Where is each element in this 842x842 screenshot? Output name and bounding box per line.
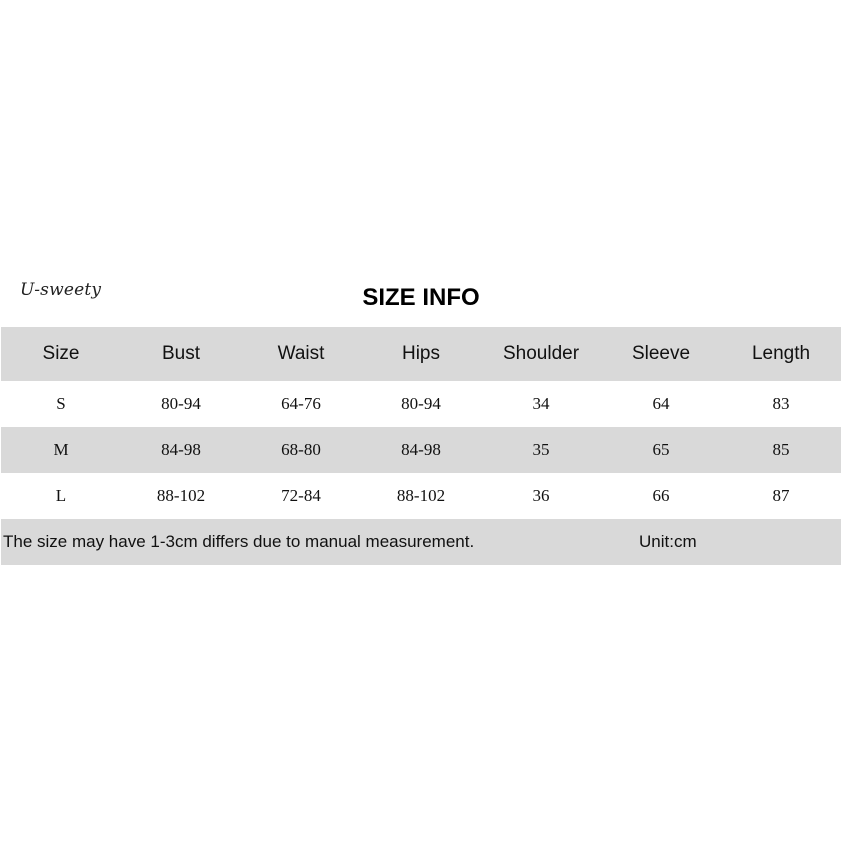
unit-label: Unit:cm	[639, 532, 697, 551]
table-cell: 83	[772, 394, 790, 413]
brand-logo: U-sweety	[20, 280, 102, 300]
column-header-sleeve: Sleeve	[631, 343, 691, 364]
table-cell: M	[53, 440, 69, 459]
column-header-length: Length	[751, 343, 811, 364]
table-cell: 80-94	[161, 394, 201, 413]
table-row	[1, 473, 841, 519]
table-cell: 64-76	[281, 394, 321, 413]
column-header-bust: Bust	[161, 343, 201, 364]
table-cell: 80-94	[401, 394, 441, 413]
table-cell: 34	[532, 394, 550, 413]
table-cell: 68-80	[281, 440, 321, 459]
table-cell: 85	[772, 440, 790, 459]
table-cell: 72-84	[281, 486, 321, 505]
table-cell: 88-102	[156, 486, 206, 505]
table-cell: L	[55, 486, 67, 505]
table-footer-row	[1, 519, 841, 565]
page-title: SIZE INFO	[362, 284, 480, 311]
column-header-shoulder: Shoulder	[502, 343, 580, 364]
table-cell: 84-98	[161, 440, 201, 459]
table-cell: 66	[652, 486, 670, 505]
table-cell: 36	[532, 486, 550, 505]
table-header-row	[1, 327, 841, 381]
table-row	[1, 381, 841, 427]
table-row	[1, 427, 841, 473]
table-cell: 65	[652, 440, 670, 459]
column-header-waist: Waist	[277, 343, 325, 364]
table-cell: 88-102	[396, 486, 446, 505]
column-header-size: Size	[42, 343, 80, 364]
measurement-note: The size may have 1-3cm differs due to manual measurement.	[3, 532, 475, 551]
table-cell: 84-98	[401, 440, 441, 459]
table-cell: 64	[652, 394, 670, 413]
table-cell: 35	[532, 440, 550, 459]
table-cell: 87	[772, 486, 790, 505]
size-chart-table	[1, 327, 841, 565]
column-header-hips: Hips	[401, 343, 440, 364]
table-cell: S	[56, 394, 66, 413]
